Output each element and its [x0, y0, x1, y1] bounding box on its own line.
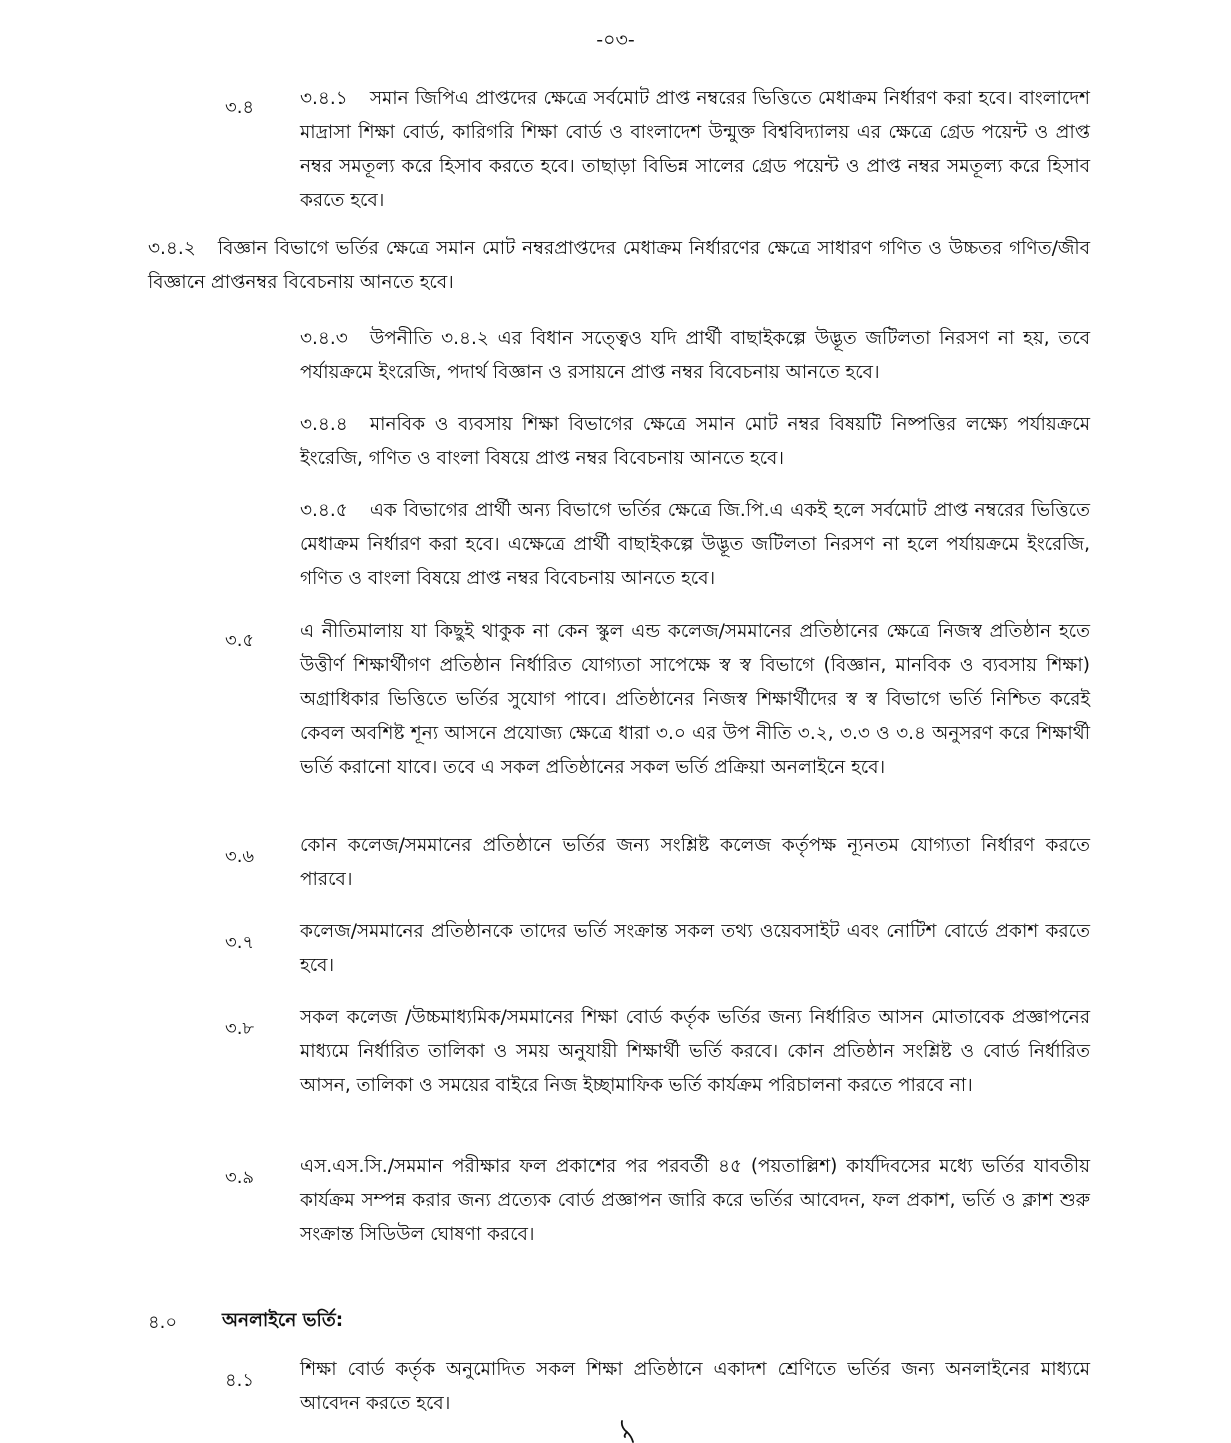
- clause-text: বিজ্ঞান বিভাগে ভর্তির ক্ষেত্রে সমান মোট নম্বরপ্রাপ্তদের মেধাক্রম নির্ধারণের ক্ষেত্রে সাধারণ গণিত ও উচ্চতর গণিত/জীব বিজ্ঞানে প্রাপ্তনম্বর বিবেচনায় আনতে হবে।: [148, 238, 1090, 293]
- clause-3-8: সকল কলেজ /উচ্চমাধ্যমিক/সমমানের শিক্ষা বোর্ড কর্তৃক ভর্তির জন্য নির্ধারিত আসন মোতাবেক প্রজ্ঞাপনের মাধ্যমে নির্ধারিত তালিকা ও সময় অনুযায়ী শিক্ষার্থী ভর্তি করবে। কোন প্রতিষ্ঠান সংশ্লিষ্ট ও বোর্ড নির্ধারিত আসন, তালিকা ও সময়ের বাইরে নিজ ইচ্ছামাফিক ভর্তি কার্যক্রম পরিচালনা করতে পারবে না।: [300, 1007, 1090, 1096]
- clause-number: ৩.৪.৫: [300, 500, 348, 521]
- clause-3-5: এ নীতিমালায় যা কিছুই থাকুক না কেন স্কুল এন্ড কলেজ/সমমানের প্রতিষ্ঠানের ক্ষেত্রে নিজস্ব প্রতিষ্ঠান হতে উত্তীর্ণ শিক্ষার্থীগণ প্রতিষ্ঠান নির্ধারিত যোগ্যতা সাপেক্ষে স্ব স্ব বিভাগে (বিজ্ঞান, মানবিক ও ব্যবসায় শিক্ষা) অগ্রাধিকার ভিত্তিতে ভর্তির সুযোগ পাবে। প্রতিষ্ঠানের নিজস্ব শিক্ষার্থীদের স্ব স্ব বিভাগে ভর্তি নিশ্চিত করেই কেবল অবশিষ্ট শূন্য আসনে প্রযোজ্য ক্ষেত্রে ধারা ৩.০ এর উপ নীতি ৩.২, ৩.৩ ও ৩.৪ অনুসরণ করে শিক্ষার্থী ভর্তি করানো যাবে। তবে এ সকল প্রতিষ্ঠানের সকল ভর্তি প্রক্রিয়া অনলাইনে হবে।: [300, 621, 1090, 778]
- clause-3-6: কোন কলেজ/সমমানের প্রতিষ্ঠানে ভর্তির জন্য সংশ্লিষ্ট কলেজ কর্তৃপক্ষ ন্যূনতম যোগ্যতা নির্ধারণ করতে পারবে।: [300, 835, 1090, 890]
- clause-3-4-5: [300, 494, 1090, 596]
- clause-text: এক বিভাগের প্রার্থী অন্য বিভাগে ভর্তির ক্ষেত্রে জি.পি.এ একই হলে সর্বমোট প্রাপ্ত নম্বরের ভিত্তিতে মেধাক্রম নির্ধারণ করা হবে। এক্ষেত্রে প্রার্থী বাছাইকল্পে উদ্ভূত জটিলতা নিরসণ না হলে পর্যায়ক্রমে ইংরেজি, গণিত ও বাংলা বিষয়ে প্রাপ্ত নম্বর বিবেচনায় আনতে হবে।: [300, 500, 1090, 589]
- clause-number: ৩.৪.২: [148, 238, 196, 259]
- section-number: ৩.৯: [225, 1167, 255, 1188]
- section-heading: অনলাইনে ভর্তি:: [222, 1310, 344, 1331]
- section-number: ৩.৭: [225, 932, 255, 953]
- clause-number: ৩.৪.১: [300, 88, 348, 109]
- clause-number: ৩.৪.৩: [300, 328, 348, 349]
- section-number: ৪.১: [225, 1370, 255, 1391]
- clause-3-9: এস.এস.সি./সমমান পরীক্ষার ফল প্রকাশের পর পরবর্তী ৪৫ (পয়তাল্লিশ) কার্যদিবসের মধ্যে ভর্তির যাবতীয় কার্যক্রম সম্পন্ন করার জন্য প্রত্যেক বোর্ড প্রজ্ঞাপন জারি করে ভর্তির আবেদন, ফল প্রকাশ, ভর্তি ও ক্লাশ শুরু সংক্রান্ত সিডিউল ঘোষণা করবে।: [300, 1156, 1090, 1245]
- section-number: ৩.৬: [225, 846, 255, 867]
- section-number: ৪.০: [148, 1312, 178, 1333]
- page-number: -০৩-: [596, 29, 635, 51]
- clause-3-4-2: [148, 232, 1090, 300]
- section-number: ৩.৪: [225, 97, 255, 118]
- clause-4-1: শিক্ষা বোর্ড কর্তৃক অনুমোদিত সকল শিক্ষা প্রতিষ্ঠানে একাদশ শ্রেণিতে ভর্তির জন্য অনলাইনের মাধ্যমে আবেদন করতে হবে।: [300, 1359, 1090, 1414]
- clause-text: মানবিক ও ব্যবসায় শিক্ষা বিভাগের ক্ষেত্রে সমান মোট নম্বর বিষয়টি নিষ্পত্তির লক্ষ্যে পর্যায়ক্রমে ইংরেজি, গণিত ও বাংলা বিষয়ে প্রাপ্ত নম্বর বিবেচনায় আনতে হবে।: [300, 414, 1090, 469]
- clause-3-4-3: [300, 322, 1090, 390]
- clause-3-4-4: [300, 408, 1090, 476]
- section-number: ৩.৮: [225, 1018, 255, 1039]
- clause-3-4-1: [300, 82, 1090, 218]
- clause-text: সমান জিপিএ প্রাপ্তদের ক্ষেত্রে সর্বমোট প্রাপ্ত নম্বরের ভিত্তিতে মেধাক্রম নির্ধারণ করা হবে। বাংলাদেশ মাদ্রাসা শিক্ষা বোর্ড, কারিগরি শিক্ষা বোর্ড ও বাংলাদেশ উন্মুক্ত বিশ্ববিদ্যালয় এর ক্ষেত্রে গ্রেড পয়েন্ট ও প্রাপ্ত নম্বর সমতূল্য করে হিসাব করতে হবে। তাছাড়া বিভিন্ন সালের গ্রেড পয়েন্ট ও প্রাপ্ত নম্বর সমতূল্য করে হিসাব করতে হবে।: [300, 88, 1090, 211]
- clause-3-7: কলেজ/সমমানের প্রতিষ্ঠানকে তাদের ভর্তি সংক্রান্ত সকল তথ্য ওয়েবসাইট এবং নোটিশ বোর্ডে প্রকাশ করতে হবে।: [300, 921, 1090, 976]
- handwritten-initial-mark: [618, 1418, 638, 1443]
- clause-number: ৩.৪.৪: [300, 414, 348, 435]
- section-number: ৩.৫: [225, 630, 255, 651]
- clause-text: উপনীতি ৩.৪.২ এর বিধান সত্ত্বেও যদি প্রার্থী বাছাইকল্পে উদ্ভূত জটিলতা নিরসণ না হয়, তবে পর্যায়ক্রমে ইংরেজি, পদার্থ বিজ্ঞান ও রসায়নে প্রাপ্ত নম্বর বিবেচনায় আনতে হবে।: [300, 328, 1090, 383]
